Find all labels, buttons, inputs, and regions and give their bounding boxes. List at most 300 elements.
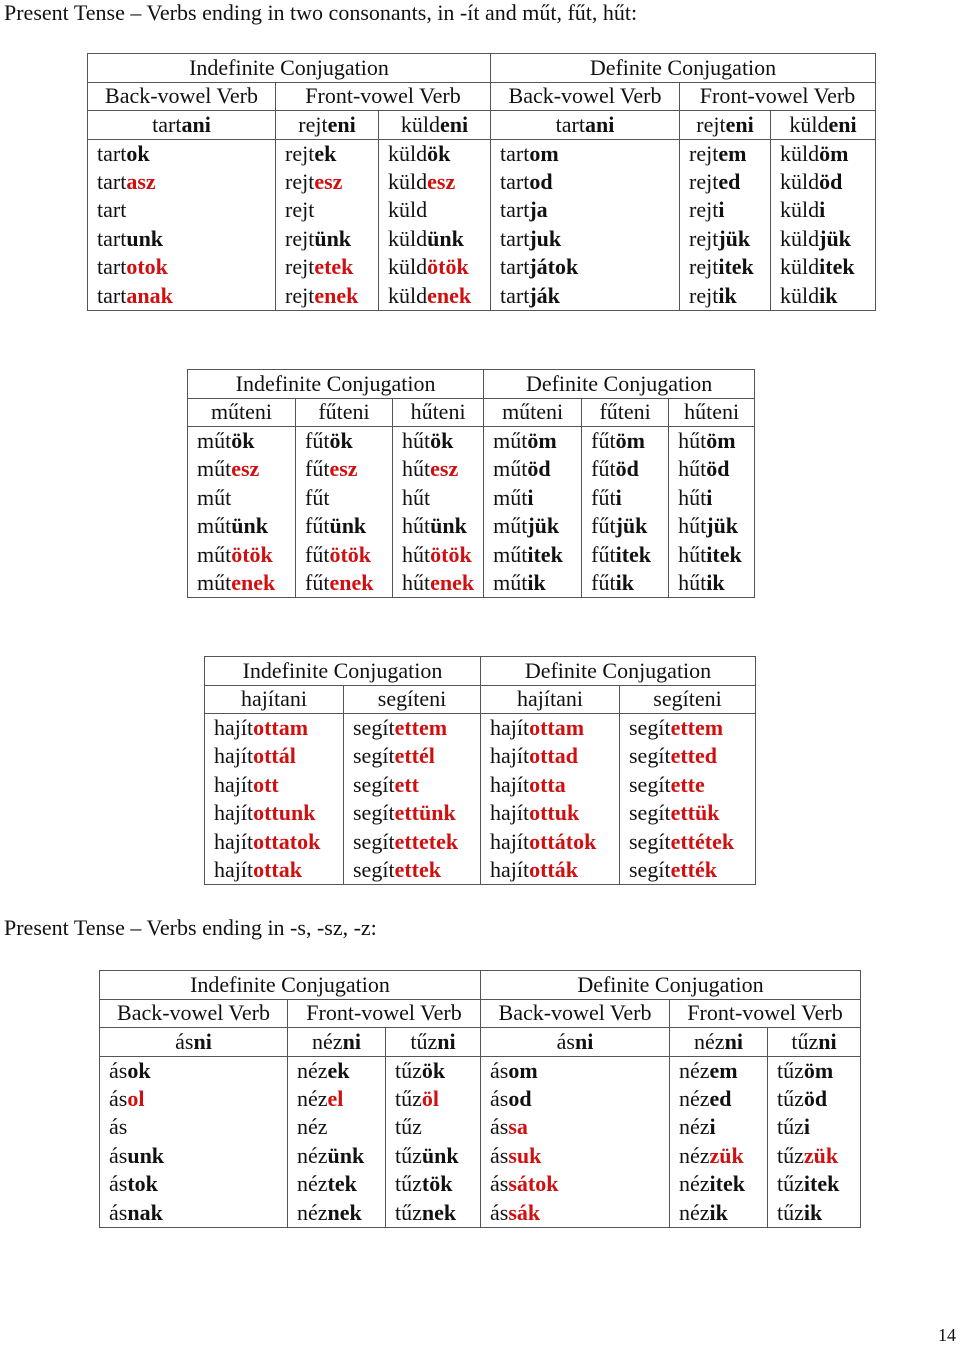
conjugated-form — [386, 1113, 481, 1142]
ending-red: asz — [126, 168, 156, 194]
verb-stem: küld — [388, 197, 428, 223]
ending-bold: ök — [421, 1057, 446, 1083]
conjugated-form — [484, 512, 582, 541]
ending-red: zük — [709, 1142, 744, 1168]
column-header: Indefinite Conjugation — [88, 54, 491, 83]
ending-bold: nak — [127, 1199, 163, 1225]
column-header: Front-vowel Verb — [680, 82, 876, 111]
conjugated-form — [205, 799, 344, 828]
verb-stem: tűz — [395, 1171, 422, 1197]
conjugated-form — [386, 1085, 481, 1114]
verb-stem: hajít — [214, 800, 254, 826]
verb-stem: tűz — [777, 1085, 804, 1111]
infinitive-header — [771, 111, 876, 140]
section-heading-two-consonants: Present Tense – Verbs ending in two consonants, in -ít and műt, fűt, hűt: — [4, 0, 638, 25]
ending-bold: ünk — [327, 1142, 365, 1168]
ending-bold: ik — [718, 282, 737, 308]
verb-stem: tart — [97, 168, 127, 194]
conjugated-form — [276, 225, 379, 254]
conjugated-form — [491, 225, 680, 254]
ending-bold: ed — [709, 1085, 732, 1111]
conjugated-form — [620, 771, 756, 800]
conjugated-form — [276, 168, 379, 197]
verb-stem: hajít — [490, 715, 530, 740]
person-row — [88, 282, 876, 311]
column-header: Back-vowel Verb — [88, 82, 276, 111]
conjugated-form — [100, 1170, 288, 1199]
infinitive-header — [481, 1028, 670, 1057]
conjugated-form — [680, 139, 771, 168]
conjugated-form — [379, 225, 491, 254]
verb-stem: műt — [493, 484, 528, 510]
conjugated-form — [484, 484, 582, 513]
conjugated-form — [393, 512, 484, 541]
ending-bold: ed — [718, 168, 741, 194]
ending-red: el — [327, 1085, 344, 1111]
ending-red: ötök — [329, 541, 372, 567]
column-header: fűteni — [296, 398, 393, 427]
column-header: Definite Conjugation — [481, 657, 756, 686]
verb-stem: hűt — [402, 428, 431, 453]
ending-red: ottam — [253, 715, 309, 740]
verb-stem: néz — [297, 1057, 328, 1083]
ending-bold: ök — [427, 140, 451, 166]
ending-bold: tok — [127, 1171, 158, 1197]
conjugated-form — [386, 1056, 481, 1085]
ending-bold: ani — [584, 111, 615, 137]
verb-stem: néz — [679, 1057, 710, 1083]
verb-stem: ás — [109, 1142, 128, 1168]
conjugated-form — [379, 282, 491, 311]
conjugated-form — [481, 1170, 670, 1199]
verb-stem: ás — [109, 1085, 128, 1111]
person-row — [88, 168, 876, 197]
verb-stem: segít — [629, 857, 671, 882]
ending-bold: ünk — [314, 225, 352, 251]
verb-stem: fűt — [591, 570, 616, 595]
verb-stem: fűt — [591, 484, 616, 510]
ending-bold: em — [709, 1057, 738, 1083]
verb-stem: küld — [388, 254, 428, 280]
conjugated-form — [88, 253, 276, 282]
ending-bold: i — [527, 484, 534, 510]
conjugated-form — [386, 1199, 481, 1228]
person-row — [100, 1056, 861, 1085]
conjugated-form — [771, 168, 876, 197]
ending-red: enek — [329, 570, 374, 595]
ending-red: ol — [127, 1085, 145, 1111]
ending-red: sátok — [508, 1171, 559, 1197]
conjugated-form — [771, 253, 876, 282]
verb-stem: tűz — [777, 1114, 804, 1140]
conjugated-form — [188, 541, 296, 570]
conjugated-form — [276, 196, 379, 225]
header-row — [88, 111, 876, 140]
conjugated-form — [484, 455, 582, 484]
conjugated-form — [669, 569, 755, 598]
verb-stem: tűz — [395, 1057, 422, 1083]
person-row — [100, 1085, 861, 1114]
ending-bold: ik — [615, 570, 634, 595]
conjugated-form — [768, 1113, 861, 1142]
conjugated-form — [188, 455, 296, 484]
ending-bold: ünk — [430, 513, 467, 539]
conjugated-form — [680, 196, 771, 225]
column-header: Indefinite Conjugation — [100, 971, 481, 1000]
column-header: Back-vowel Verb — [481, 999, 670, 1028]
verb-stem: tűz — [395, 1199, 422, 1225]
verb-stem: rejt — [285, 225, 315, 251]
conjugated-form — [379, 253, 491, 282]
verb-stem: tart — [97, 197, 127, 223]
infinitive-header — [680, 111, 771, 140]
column-header: Front-vowel Verb — [670, 999, 861, 1028]
ending-red: ott — [253, 771, 279, 797]
ending-red: ett — [394, 771, 419, 797]
verb-stem: tart — [97, 225, 127, 251]
ending-red: ötök — [427, 254, 469, 280]
person-row — [188, 427, 755, 456]
verb-stem: tűz — [777, 1171, 804, 1197]
ending-bold: ja — [529, 197, 548, 223]
ending-red: sa — [508, 1114, 528, 1140]
header-row — [205, 685, 756, 714]
verb-stem: néz — [297, 1171, 328, 1197]
ending-red: ötök — [231, 541, 273, 567]
ending-bold: öd — [615, 456, 639, 482]
ending-bold: ök — [231, 428, 255, 453]
verb-stem: rejt — [285, 282, 315, 308]
verb-stem: néz — [679, 1114, 710, 1140]
verb-stem: ás — [109, 1199, 128, 1225]
verb-stem: rejt — [285, 197, 315, 223]
ending-bold: ják — [529, 282, 560, 308]
conjugated-form — [296, 569, 393, 598]
conjugated-form — [288, 1142, 386, 1171]
ending-red: ettem — [394, 715, 448, 740]
verb-stem: segít — [629, 771, 671, 797]
ending-bold: i — [718, 197, 725, 223]
person-row — [205, 714, 756, 743]
conjugated-form — [188, 484, 296, 513]
conjugated-form — [768, 1170, 861, 1199]
verb-stem: ás — [556, 1028, 575, 1054]
conjugated-form — [296, 455, 393, 484]
conjugated-form — [344, 799, 481, 828]
ending-bold: tök — [421, 1171, 453, 1197]
infinitive-header — [670, 1028, 768, 1057]
verb-stem: tart — [97, 254, 127, 280]
ending-bold: nek — [327, 1199, 362, 1225]
conjugated-form — [188, 512, 296, 541]
ending-bold: ünk — [427, 225, 464, 251]
ending-bold: öm — [706, 428, 736, 453]
verb-stem: segít — [629, 828, 671, 854]
conjugated-form — [100, 1113, 288, 1142]
conjugated-form — [670, 1170, 768, 1199]
person-row — [100, 1170, 861, 1199]
ending-red: ottatok — [253, 828, 321, 854]
verb-stem: műt — [197, 541, 232, 567]
column-header: hűteni — [669, 398, 755, 427]
ending-bold: ni — [574, 1028, 594, 1054]
verb-stem: hajít — [490, 828, 530, 854]
verb-stem: küld — [780, 197, 820, 223]
ending-bold: öd — [803, 1085, 828, 1111]
page-number: 14 — [938, 1325, 956, 1345]
verb-stem: fűt — [305, 570, 330, 595]
verb-stem: tart — [500, 225, 530, 251]
ending-bold: öm — [819, 140, 849, 166]
conjugated-form — [491, 253, 680, 282]
conjugated-form — [491, 139, 680, 168]
verb-stem: fűt — [305, 428, 330, 453]
verb-stem: segít — [353, 715, 395, 740]
header-row — [188, 370, 755, 399]
conjugated-form — [680, 225, 771, 254]
verb-stem: fűt — [305, 541, 330, 567]
verb-stem: segít — [629, 800, 671, 826]
ending-red: anak — [126, 282, 173, 308]
verb-stem: néz — [297, 1199, 328, 1225]
conjugated-form — [88, 225, 276, 254]
verb-stem: hűt — [402, 484, 431, 510]
column-header: Definite Conjugation — [491, 54, 876, 83]
conjugated-form — [288, 1199, 386, 1228]
conjugated-form — [481, 1142, 670, 1171]
infinitive-header — [768, 1028, 861, 1057]
ending-bold: i — [819, 197, 826, 223]
ending-bold: ni — [724, 1028, 743, 1054]
verb-stem: tart — [500, 168, 530, 194]
verb-stem: rejt — [689, 282, 719, 308]
verb-stem: küld — [780, 282, 820, 308]
verb-stem: műt — [197, 513, 232, 539]
ending-bold: itek — [819, 254, 855, 280]
conjugated-form — [670, 1199, 768, 1228]
conjugated-form — [296, 484, 393, 513]
ending-red: otok — [126, 254, 168, 280]
ending-bold: ök — [329, 428, 353, 453]
conjugated-form — [100, 1142, 288, 1171]
verb-stem: küld — [388, 225, 428, 251]
ending-bold: ünk — [421, 1142, 459, 1168]
header-row — [100, 971, 861, 1000]
ending-bold: jük — [819, 225, 851, 251]
ending-red: etted — [670, 743, 717, 769]
header-row — [205, 657, 756, 686]
infinitive-header — [100, 1028, 288, 1057]
ending-bold: ik — [709, 1199, 728, 1225]
ending-bold: öd — [819, 168, 843, 194]
verb-stem: műt — [493, 513, 528, 539]
conjugated-form — [288, 1056, 386, 1085]
person-row — [188, 512, 755, 541]
infinitive-header — [386, 1028, 481, 1057]
verb-stem: küld — [388, 140, 428, 166]
verb-stem: segít — [353, 771, 395, 797]
verb-stem: néz — [312, 1028, 343, 1054]
verb-stem: hajít — [490, 743, 530, 769]
conjugated-form — [276, 139, 379, 168]
verb-stem: segít — [629, 743, 671, 769]
verb-stem: rejt — [285, 254, 315, 280]
conjugation-grid — [99, 970, 861, 1228]
conjugated-form — [100, 1056, 288, 1085]
verb-stem: fűt — [305, 484, 330, 510]
verb-stem: hűt — [678, 541, 707, 567]
verb-stem: rejt — [689, 254, 719, 280]
verb-stem: tart — [500, 197, 530, 223]
verb-stem: rejt — [285, 168, 315, 194]
conjugated-form — [582, 569, 669, 598]
conjugated-form — [276, 282, 379, 311]
ending-bold: eni — [327, 111, 356, 137]
conjugated-form — [768, 1056, 861, 1085]
ending-red: sák — [508, 1199, 541, 1225]
conjugated-form — [288, 1113, 386, 1142]
verb-stem: műt — [493, 428, 528, 453]
ending-bold: ni — [342, 1028, 361, 1054]
conjugated-form — [88, 282, 276, 311]
conjugated-form — [620, 714, 756, 743]
ending-bold: ik — [527, 570, 546, 595]
verb-stem: segít — [353, 828, 395, 854]
verb-stem: hűt — [402, 456, 431, 482]
conjugated-form — [296, 427, 393, 456]
ending-red: ették — [670, 857, 717, 882]
verb-stem: segít — [353, 857, 395, 882]
verb-stem: ás — [109, 1057, 128, 1083]
person-row — [88, 225, 876, 254]
ending-red: enek — [314, 282, 359, 308]
ending-bold: ani — [181, 111, 211, 137]
verb-stem: fűt — [305, 513, 330, 539]
verb-stem: néz — [297, 1085, 328, 1111]
person-row — [188, 541, 755, 570]
verb-stem: küld — [780, 168, 820, 194]
verb-stem: ás — [490, 1199, 509, 1225]
verb-stem: hűt — [678, 570, 707, 595]
ending-bold: om — [529, 140, 559, 166]
person-row — [188, 569, 755, 598]
conjugated-form — [205, 771, 344, 800]
column-header: műteni — [188, 398, 296, 427]
person-row — [205, 799, 756, 828]
ending-red: esz — [430, 456, 459, 482]
ending-red: otta — [529, 771, 566, 797]
ending-bold: eni — [440, 111, 469, 137]
verb-stem: fűt — [591, 456, 616, 482]
verb-stem: néz — [679, 1142, 710, 1168]
verb-stem: hajít — [214, 743, 254, 769]
ending-bold: itek — [706, 541, 742, 567]
verb-stem: fűt — [591, 541, 616, 567]
person-row — [100, 1142, 861, 1171]
conjugated-form — [205, 742, 344, 771]
conjugated-form — [491, 168, 680, 197]
ending-red: ettél — [394, 743, 435, 769]
verb-stem: küld — [780, 254, 820, 280]
column-header: Indefinite Conjugation — [205, 657, 481, 686]
verb-stem: hajít — [214, 828, 254, 854]
verb-stem: rejt — [689, 168, 719, 194]
verb-stem: néz — [694, 1028, 725, 1054]
ending-bold: i — [803, 1114, 811, 1140]
verb-stem: hajít — [490, 771, 530, 797]
conjugated-form — [393, 455, 484, 484]
conjugated-form — [484, 569, 582, 598]
conjugated-form — [393, 427, 484, 456]
conjugated-form — [379, 196, 491, 225]
verb-stem: ás — [490, 1171, 509, 1197]
ending-bold: öm — [527, 428, 557, 453]
conjugated-form — [188, 427, 296, 456]
conjugated-form — [680, 168, 771, 197]
ending-red: suk — [508, 1142, 542, 1168]
ending-bold: ök — [430, 428, 454, 453]
ending-bold: ek — [314, 140, 337, 166]
ending-red: ettek — [394, 857, 441, 882]
ending-bold: itek — [615, 541, 652, 567]
ending-red: ettem — [670, 715, 724, 740]
ending-bold: jük — [706, 513, 739, 539]
verb-stem: rejt — [689, 197, 719, 223]
ending-bold: itek — [718, 254, 754, 280]
section-heading-s-sz-z: Present Tense – Verbs ending in -s, -sz, -z: — [4, 915, 377, 940]
person-row — [205, 828, 756, 857]
column-header: Front-vowel Verb — [288, 999, 481, 1028]
column-header: hűteni — [393, 398, 484, 427]
verb-stem: rejt — [298, 111, 328, 137]
ending-bold: játok — [529, 254, 579, 280]
column-header: segíteni — [344, 685, 481, 714]
ending-red: esz — [329, 456, 358, 482]
verb-stem: műt — [493, 456, 528, 482]
conjugated-form — [88, 168, 276, 197]
ending-red: enek — [427, 282, 472, 308]
conjugated-form — [491, 282, 680, 311]
verb-stem: műt — [197, 456, 232, 482]
column-header: Front-vowel Verb — [276, 82, 491, 111]
header-row — [100, 1028, 861, 1057]
conjugation-grid — [204, 656, 756, 885]
conjugated-form — [481, 1085, 670, 1114]
conjugated-form — [205, 714, 344, 743]
verb-stem: fűt — [305, 456, 330, 482]
infinitive-header — [379, 111, 491, 140]
person-row — [88, 253, 876, 282]
verb-stem: ás — [490, 1114, 509, 1140]
conjugated-form — [344, 856, 481, 885]
conjugated-form — [188, 569, 296, 598]
ending-bold: nek — [421, 1199, 457, 1225]
column-header: hajítani — [205, 685, 344, 714]
conjugated-form — [582, 484, 669, 513]
conjugated-form — [100, 1085, 288, 1114]
verb-stem: tart — [500, 282, 530, 308]
verb-stem: hajít — [490, 800, 530, 826]
verb-stem: rejt — [285, 140, 315, 166]
infinitive-header — [88, 111, 276, 140]
conjugated-form — [481, 1056, 670, 1085]
header-row — [100, 999, 861, 1028]
verb-stem: ás — [490, 1142, 509, 1168]
verb-stem: hűt — [402, 541, 431, 567]
ending-red: ottak — [253, 857, 302, 882]
ending-red: ettetek — [394, 828, 459, 854]
conjugated-form — [344, 742, 481, 771]
